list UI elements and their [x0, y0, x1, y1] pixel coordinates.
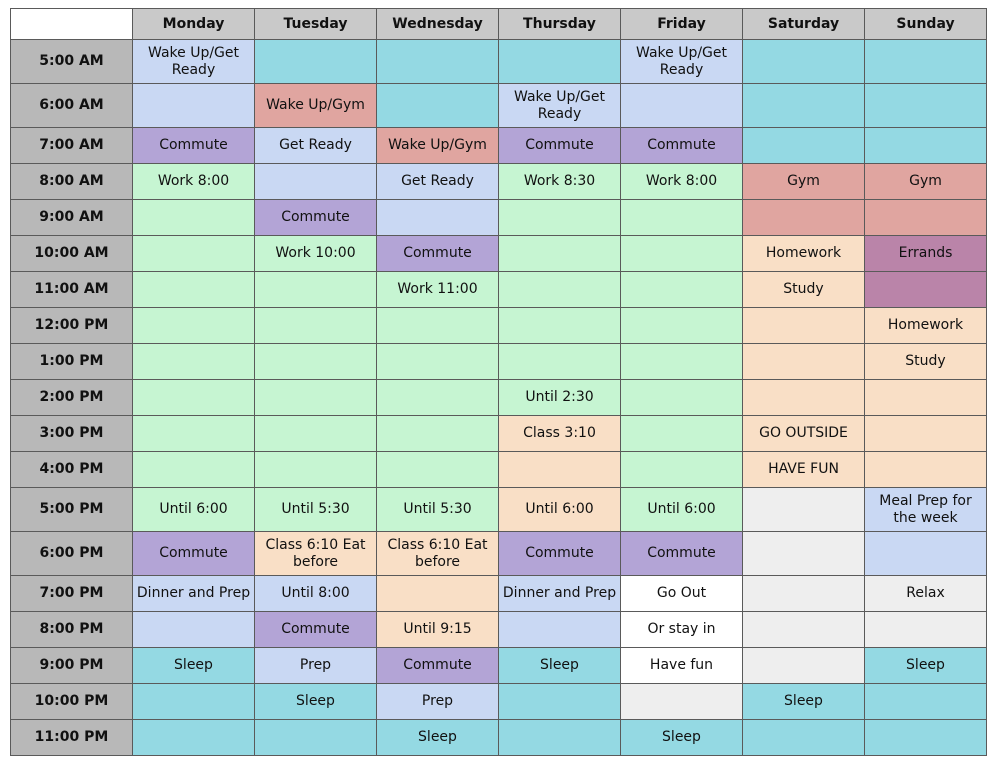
- schedule-cell: Prep: [255, 648, 377, 684]
- schedule-cell: [865, 84, 987, 128]
- schedule-cell: [133, 452, 255, 488]
- schedule-cell: Commute: [499, 532, 621, 576]
- schedule-cell: [499, 612, 621, 648]
- schedule-cell: [621, 84, 743, 128]
- schedule-cell: Until 5:30: [377, 488, 499, 532]
- schedule-cell: [133, 200, 255, 236]
- time-label: 11:00 PM: [11, 720, 133, 756]
- schedule-cell: [743, 308, 865, 344]
- time-label: 3:00 PM: [11, 416, 133, 452]
- schedule-cell: Wake Up/Get Ready: [499, 84, 621, 128]
- schedule-row: [11, 720, 987, 756]
- schedule-row: [11, 84, 987, 128]
- schedule-cell: [377, 308, 499, 344]
- schedule-cell: [865, 272, 987, 308]
- schedule-cell: Meal Prep for the week: [865, 488, 987, 532]
- time-label: 9:00 AM: [11, 200, 133, 236]
- schedule-cell: Commute: [377, 648, 499, 684]
- schedule-cell: [865, 380, 987, 416]
- schedule-cell: [133, 84, 255, 128]
- header-row: [11, 9, 987, 40]
- schedule-cell: [499, 272, 621, 308]
- schedule-cell: [133, 416, 255, 452]
- schedule-cell: Relax: [865, 576, 987, 612]
- schedule-cell: [621, 416, 743, 452]
- schedule-row: [11, 576, 987, 612]
- schedule-cell: Work 8:30: [499, 164, 621, 200]
- time-label: 8:00 PM: [11, 612, 133, 648]
- time-label: 12:00 PM: [11, 308, 133, 344]
- schedule-cell: [133, 308, 255, 344]
- day-header: Monday: [133, 9, 255, 40]
- schedule-row: [11, 488, 987, 532]
- schedule-cell: [377, 452, 499, 488]
- schedule-cell: Errands: [865, 236, 987, 272]
- schedule-cell: [133, 720, 255, 756]
- schedule-cell: [743, 200, 865, 236]
- schedule-cell: Commute: [377, 236, 499, 272]
- schedule-cell: Commute: [133, 128, 255, 164]
- schedule-cell: [865, 452, 987, 488]
- weekly-schedule-table: [10, 8, 987, 756]
- schedule-cell: [255, 40, 377, 84]
- schedule-cell: [743, 488, 865, 532]
- day-header: Saturday: [743, 9, 865, 40]
- schedule-cell: Work 11:00: [377, 272, 499, 308]
- schedule-row: [11, 236, 987, 272]
- schedule-row: [11, 128, 987, 164]
- time-label: 7:00 PM: [11, 576, 133, 612]
- schedule-cell: [255, 164, 377, 200]
- schedule-cell: Wake Up/Gym: [255, 84, 377, 128]
- schedule-cell: Sleep: [743, 684, 865, 720]
- schedule-cell: [865, 612, 987, 648]
- schedule-cell: Until 6:00: [133, 488, 255, 532]
- schedule-cell: Wake Up/Gym: [377, 128, 499, 164]
- schedule-cell: [865, 128, 987, 164]
- schedule-cell: Sleep: [865, 648, 987, 684]
- schedule-row: [11, 308, 987, 344]
- schedule-cell: [255, 308, 377, 344]
- schedule-row: [11, 416, 987, 452]
- schedule-cell: [255, 452, 377, 488]
- schedule-cell: [621, 236, 743, 272]
- schedule-cell: [255, 380, 377, 416]
- schedule-cell: [133, 236, 255, 272]
- schedule-cell: HAVE FUN: [743, 452, 865, 488]
- time-label: 5:00 AM: [11, 40, 133, 84]
- schedule-cell: [133, 612, 255, 648]
- time-label: 1:00 PM: [11, 344, 133, 380]
- schedule-cell: [621, 380, 743, 416]
- schedule-cell: Until 8:00: [255, 576, 377, 612]
- time-label: 6:00 AM: [11, 84, 133, 128]
- schedule-row: [11, 164, 987, 200]
- day-header: Friday: [621, 9, 743, 40]
- schedule-cell: [865, 40, 987, 84]
- schedule-cell: Sleep: [499, 648, 621, 684]
- corner-cell: [11, 9, 133, 40]
- schedule-cell: [621, 684, 743, 720]
- schedule-cell: Get Ready: [255, 128, 377, 164]
- schedule-cell: Until 6:00: [621, 488, 743, 532]
- schedule-cell: Wake Up/Get Ready: [621, 40, 743, 84]
- schedule-row: [11, 380, 987, 416]
- schedule-cell: [377, 200, 499, 236]
- time-label: 9:00 PM: [11, 648, 133, 684]
- schedule-cell: [499, 236, 621, 272]
- time-label: 10:00 AM: [11, 236, 133, 272]
- schedule-cell: [133, 380, 255, 416]
- schedule-cell: Dinner and Prep: [133, 576, 255, 612]
- schedule-cell: [499, 40, 621, 84]
- schedule-cell: [621, 272, 743, 308]
- time-label: 10:00 PM: [11, 684, 133, 720]
- schedule-cell: [743, 380, 865, 416]
- day-header: Thursday: [499, 9, 621, 40]
- schedule-cell: Dinner and Prep: [499, 576, 621, 612]
- schedule-cell: Commute: [255, 200, 377, 236]
- schedule-cell: Class 6:10 Eat before: [377, 532, 499, 576]
- schedule-row: [11, 648, 987, 684]
- schedule-cell: Gym: [865, 164, 987, 200]
- time-label: 11:00 AM: [11, 272, 133, 308]
- schedule-row: [11, 272, 987, 308]
- schedule-cell: [133, 272, 255, 308]
- schedule-cell: Wake Up/Get Ready: [133, 40, 255, 84]
- schedule-cell: [133, 684, 255, 720]
- time-label: 4:00 PM: [11, 452, 133, 488]
- schedule-cell: Have fun: [621, 648, 743, 684]
- schedule-row: [11, 532, 987, 576]
- time-label: 2:00 PM: [11, 380, 133, 416]
- schedule-cell: [743, 344, 865, 380]
- day-header: Wednesday: [377, 9, 499, 40]
- schedule-cell: [621, 344, 743, 380]
- schedule-cell: [621, 200, 743, 236]
- schedule-cell: [499, 720, 621, 756]
- time-label: 8:00 AM: [11, 164, 133, 200]
- schedule-cell: Prep: [377, 684, 499, 720]
- day-header: Tuesday: [255, 9, 377, 40]
- schedule-cell: [743, 40, 865, 84]
- time-label: 6:00 PM: [11, 532, 133, 576]
- schedule-cell: Work 8:00: [133, 164, 255, 200]
- schedule-cell: [499, 200, 621, 236]
- schedule-cell: Until 9:15: [377, 612, 499, 648]
- schedule-cell: Study: [743, 272, 865, 308]
- schedule-cell: Get Ready: [377, 164, 499, 200]
- schedule-cell: Commute: [255, 612, 377, 648]
- schedule-cell: Commute: [621, 128, 743, 164]
- schedule-cell: Or stay in: [621, 612, 743, 648]
- schedule-cell: Commute: [621, 532, 743, 576]
- schedule-cell: [621, 308, 743, 344]
- schedule-cell: [377, 84, 499, 128]
- schedule-cell: GO OUTSIDE: [743, 416, 865, 452]
- schedule-row: [11, 612, 987, 648]
- schedule-cell: [743, 128, 865, 164]
- schedule-cell: [377, 576, 499, 612]
- schedule-row: [11, 344, 987, 380]
- schedule-row: [11, 200, 987, 236]
- schedule-cell: [743, 612, 865, 648]
- schedule-cell: [255, 720, 377, 756]
- schedule-cell: [377, 416, 499, 452]
- schedule-cell: [255, 272, 377, 308]
- schedule-cell: Until 6:00: [499, 488, 621, 532]
- schedule-cell: [499, 452, 621, 488]
- schedule-cell: [377, 380, 499, 416]
- schedule-cell: [499, 308, 621, 344]
- schedule-cell: Study: [865, 344, 987, 380]
- schedule-cell: Class 3:10: [499, 416, 621, 452]
- schedule-cell: [499, 344, 621, 380]
- schedule-cell: Homework: [743, 236, 865, 272]
- schedule-cell: Work 10:00: [255, 236, 377, 272]
- schedule-cell: Sleep: [133, 648, 255, 684]
- schedule-cell: [743, 84, 865, 128]
- schedule-cell: Until 5:30: [255, 488, 377, 532]
- schedule-cell: [377, 40, 499, 84]
- schedule-cell: Sleep: [621, 720, 743, 756]
- schedule-row: [11, 452, 987, 488]
- schedule-cell: [255, 344, 377, 380]
- schedule-row: [11, 684, 987, 720]
- schedule-cell: [133, 344, 255, 380]
- schedule-cell: Work 8:00: [621, 164, 743, 200]
- schedule-cell: [499, 684, 621, 720]
- day-header: Sunday: [865, 9, 987, 40]
- schedule-cell: Commute: [133, 532, 255, 576]
- schedule-cell: Sleep: [255, 684, 377, 720]
- schedule-cell: [377, 344, 499, 380]
- time-label: 7:00 AM: [11, 128, 133, 164]
- schedule-cell: Homework: [865, 308, 987, 344]
- schedule-cell: [743, 576, 865, 612]
- schedule-cell: [865, 684, 987, 720]
- schedule-cell: Class 6:10 Eat before: [255, 532, 377, 576]
- schedule-cell: [255, 416, 377, 452]
- time-label: 5:00 PM: [11, 488, 133, 532]
- schedule-cell: Commute: [499, 128, 621, 164]
- schedule-row: [11, 40, 987, 84]
- schedule-cell: Sleep: [377, 720, 499, 756]
- schedule-cell: Gym: [743, 164, 865, 200]
- schedule-cell: Until 2:30: [499, 380, 621, 416]
- schedule-cell: Go Out: [621, 576, 743, 612]
- schedule-cell: [865, 532, 987, 576]
- schedule-cell: [621, 452, 743, 488]
- schedule-cell: [743, 532, 865, 576]
- schedule-cell: [865, 200, 987, 236]
- schedule-cell: [743, 648, 865, 684]
- schedule-cell: [743, 720, 865, 756]
- schedule-cell: [865, 720, 987, 756]
- schedule-cell: [865, 416, 987, 452]
